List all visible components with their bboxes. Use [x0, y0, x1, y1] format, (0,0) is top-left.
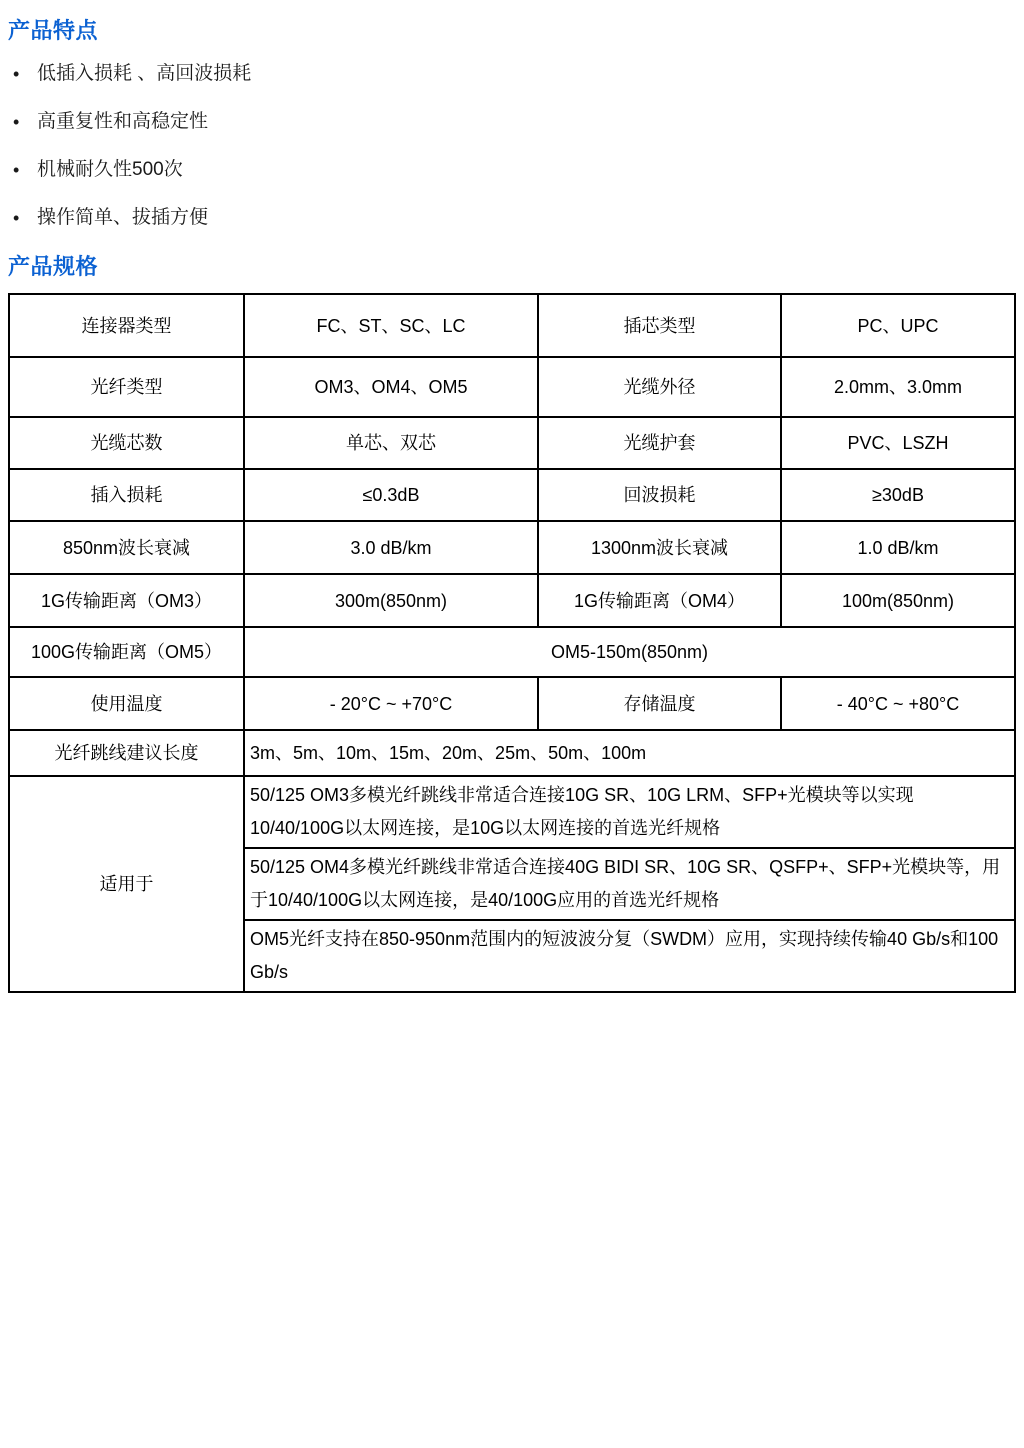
feature-item: [8, 206, 1016, 230]
spec-label: 850nm波长衰减: [9, 521, 244, 574]
bullet-icon: •: [13, 208, 20, 228]
spec-label: 光纤跳线建议长度: [9, 730, 244, 776]
spec-value: OM3、OM4、OM5: [244, 357, 538, 417]
table-row-attenuation: [9, 521, 1015, 574]
spec-label-application: 适用于: [9, 776, 244, 992]
spec-value: 3.0 dB/km: [244, 521, 538, 574]
feature-item: [8, 62, 1016, 86]
spec-label: 光纤类型: [9, 357, 244, 417]
spec-table: [8, 293, 1016, 993]
spec-label: 1G传输距离（OM3）: [9, 574, 244, 627]
spec-value: 单芯、双芯: [244, 417, 538, 469]
spec-label: 100G传输距离（OM5）: [9, 627, 244, 677]
spec-value: ≥30dB: [781, 469, 1015, 521]
section-title-features: 产品特点: [8, 18, 99, 43]
spec-label: 回波损耗: [538, 469, 781, 521]
application-om3-text: 50/125 OM3多模光纤跳线非常适合连接10G SR、10G LRM、SFP+光模块等以实现10/40/100G以太网连接，是10G以太网连接的首选光纤规格: [244, 776, 1015, 848]
table-row-insertion-loss: [9, 469, 1015, 521]
spec-value: PC、UPC: [781, 294, 1015, 357]
table-row-recommended-length: [9, 730, 1015, 776]
spec-value: - 40°C ~ +80°C: [781, 677, 1015, 730]
table-row-100g-distance: [9, 627, 1015, 677]
spec-value-merged: OM5-150m(850nm): [244, 627, 1015, 677]
spec-value: ≤0.3dB: [244, 469, 538, 521]
table-row-connector-type: [9, 294, 1015, 357]
features-list: [8, 62, 1016, 230]
spec-value: - 20°C ~ +70°C: [244, 677, 538, 730]
spec-label: 插入损耗: [9, 469, 244, 521]
feature-text: 机械耐久性500次: [37, 159, 183, 180]
spec-label: 光缆芯数: [9, 417, 244, 469]
spec-label: 1G传输距离（OM4）: [538, 574, 781, 627]
spec-label: 插芯类型: [538, 294, 781, 357]
table-row-application-om3: [9, 776, 1015, 848]
application-om5-text: OM5光纤支持在850-950nm范围内的短波波分复（SWDM）应用，实现持续传输40 Gb/s和100 Gb/s: [244, 920, 1015, 992]
section-title-specs: 产品规格: [8, 254, 99, 279]
application-om4-text: 50/125 OM4多模光纤跳线非常适合连接40G BIDI SR、10G SR、QSFP+、SFP+光模块等，用于10/40/100G以太网连接，是40/100G应用的首选光纤规格: [244, 848, 1015, 920]
spec-value: PVC、LSZH: [781, 417, 1015, 469]
feature-item: [8, 110, 1016, 134]
table-row-temperature: [9, 677, 1015, 730]
feature-item: [8, 158, 1016, 182]
table-row-fiber-type: [9, 357, 1015, 417]
spec-label: 存储温度: [538, 677, 781, 730]
spec-value: 1.0 dB/km: [781, 521, 1015, 574]
spec-label: 1300nm波长衰减: [538, 521, 781, 574]
table-row-core-count: [9, 417, 1015, 469]
bullet-icon: •: [13, 64, 20, 84]
spec-label: 光缆护套: [538, 417, 781, 469]
spec-value: 2.0mm、3.0mm: [781, 357, 1015, 417]
spec-label: 光缆外径: [538, 357, 781, 417]
feature-text: 操作简单、拔插方便: [37, 207, 209, 228]
feature-text: 低插入损耗 、高回波损耗: [37, 63, 252, 84]
bullet-icon: •: [13, 112, 20, 132]
spec-label: 连接器类型: [9, 294, 244, 357]
spec-value-merged: 3m、5m、10m、15m、20m、25m、50m、100m: [244, 730, 1015, 776]
table-row-1g-distance: [9, 574, 1015, 627]
spec-label: 使用温度: [9, 677, 244, 730]
spec-value: 300m(850nm): [244, 574, 538, 627]
feature-text: 高重复性和高稳定性: [37, 111, 209, 132]
bullet-icon: •: [13, 160, 20, 180]
spec-value: 100m(850nm): [781, 574, 1015, 627]
spec-value: FC、ST、SC、LC: [244, 294, 538, 357]
